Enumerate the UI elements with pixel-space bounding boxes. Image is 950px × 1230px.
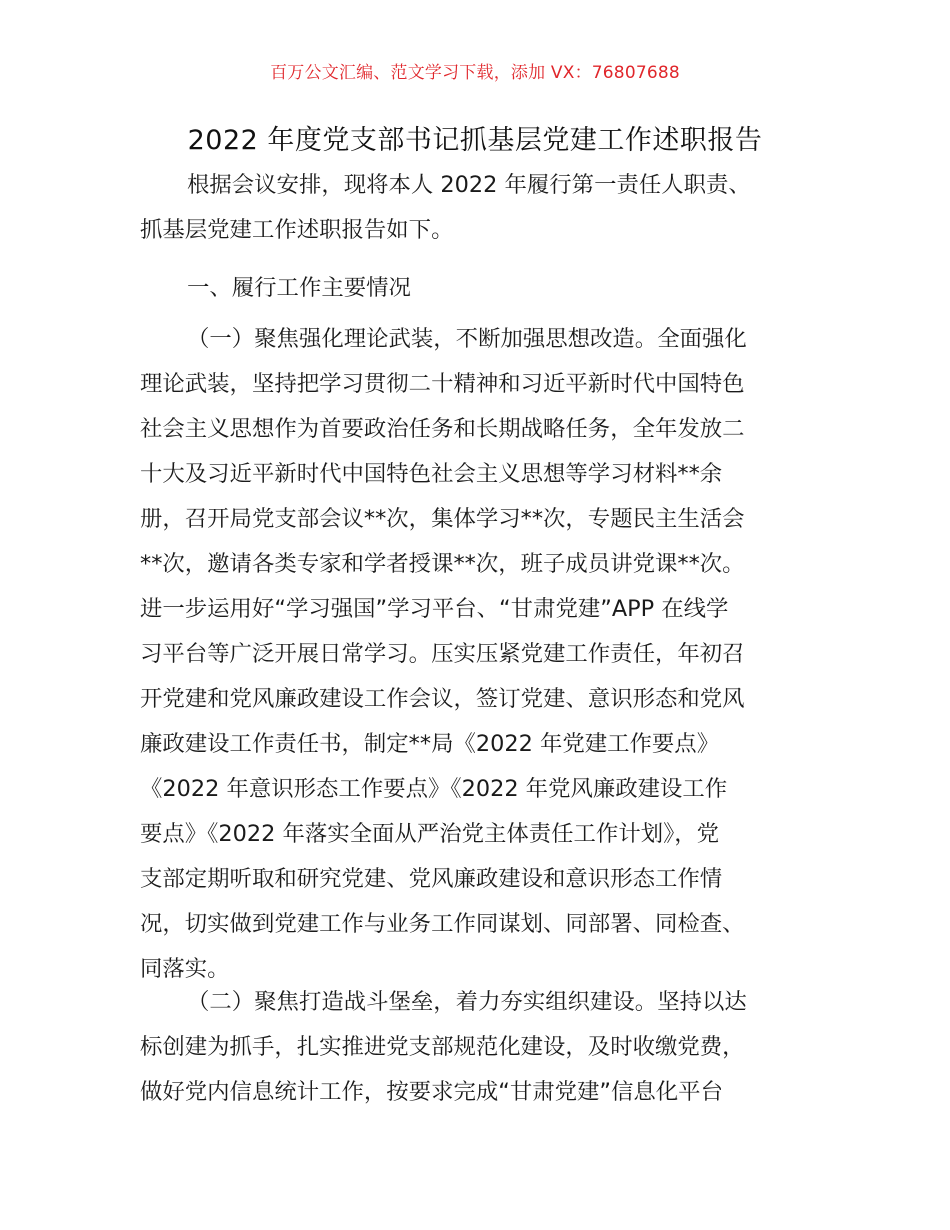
intro-line: 抓基层党建工作述职报告如下。: [140, 217, 454, 243]
paragraph-line: 开党建和党风廉政建设工作会议，签订党建、意识形态和党风: [140, 686, 745, 712]
intro-paragraph: [140, 163, 812, 253]
paragraph-line: 同落实。: [140, 956, 230, 982]
paragraph-line: 进一步运用好“学习强国”学习平台、“甘肃党建”APP 在线学: [140, 596, 729, 622]
document-title: 2022 年度党支部书记抓基层党建工作述职报告: [187, 125, 763, 156]
paragraph-line: 况，切实做到党建工作与业务工作同谋划、同部署、同检查、: [140, 911, 745, 937]
paragraph-line: （一）聚焦强化理论武装，不断加强思想改造。全面强化: [187, 326, 747, 352]
paragraph-line: 要点》《2022 年落实全面从严治党主体责任工作计划》，党: [140, 821, 720, 847]
header-watermark-note: 百万公文汇编、范文学习下载，添加 VX：76807688: [270, 63, 680, 83]
paragraph-line: 支部定期听取和研究党建、党风廉政建设和意识形态工作情: [140, 866, 723, 892]
paragraph-line: 册，召开局党支部会议**次，集体学习**次，专题民主生活会: [140, 506, 745, 532]
paragraph-line: 做好党内信息统计工作，按要求完成“甘肃党建”信息化平台: [140, 1079, 723, 1105]
section-1-heading: 一、履行工作主要情况: [187, 275, 411, 301]
paragraph-line: 标创建为抓手，扎实推进党支部规范化建设，及时收缴党费，: [140, 1034, 745, 1060]
intro-line: 根据会议安排，现将本人 2022 年履行第一责任人职责、: [187, 172, 751, 198]
paragraph-line: 社会主义思想作为首要政治任务和长期战略任务，全年发放二: [140, 416, 745, 442]
paragraph-line: 习平台等广泛开展日常学习。压实压紧党建工作责任，年初召: [140, 641, 745, 667]
paragraph-line: 《2022 年意识形态工作要点》《2022 年党风廉政建设工作: [140, 776, 728, 802]
section-heading: [140, 266, 812, 311]
paragraph-line: **次，邀请各类专家和学者授课**次，班子成员讲党课**次。: [140, 551, 745, 577]
paragraph-1: [140, 317, 812, 992]
paragraph-2: [140, 980, 812, 1115]
paragraph-line: 理论武装，坚持把学习贯彻二十精神和习近平新时代中国特色: [140, 371, 745, 397]
paragraph-line: 十大及习近平新时代中国特色社会主义思想等学习材料**余: [140, 461, 723, 487]
paragraph-line: 廉政建设工作责任书，制定**局《2022 年党建工作要点》: [140, 731, 720, 757]
paragraph-line: （二）聚焦打造战斗堡垒，着力夯实组织建设。坚持以达: [187, 989, 747, 1015]
